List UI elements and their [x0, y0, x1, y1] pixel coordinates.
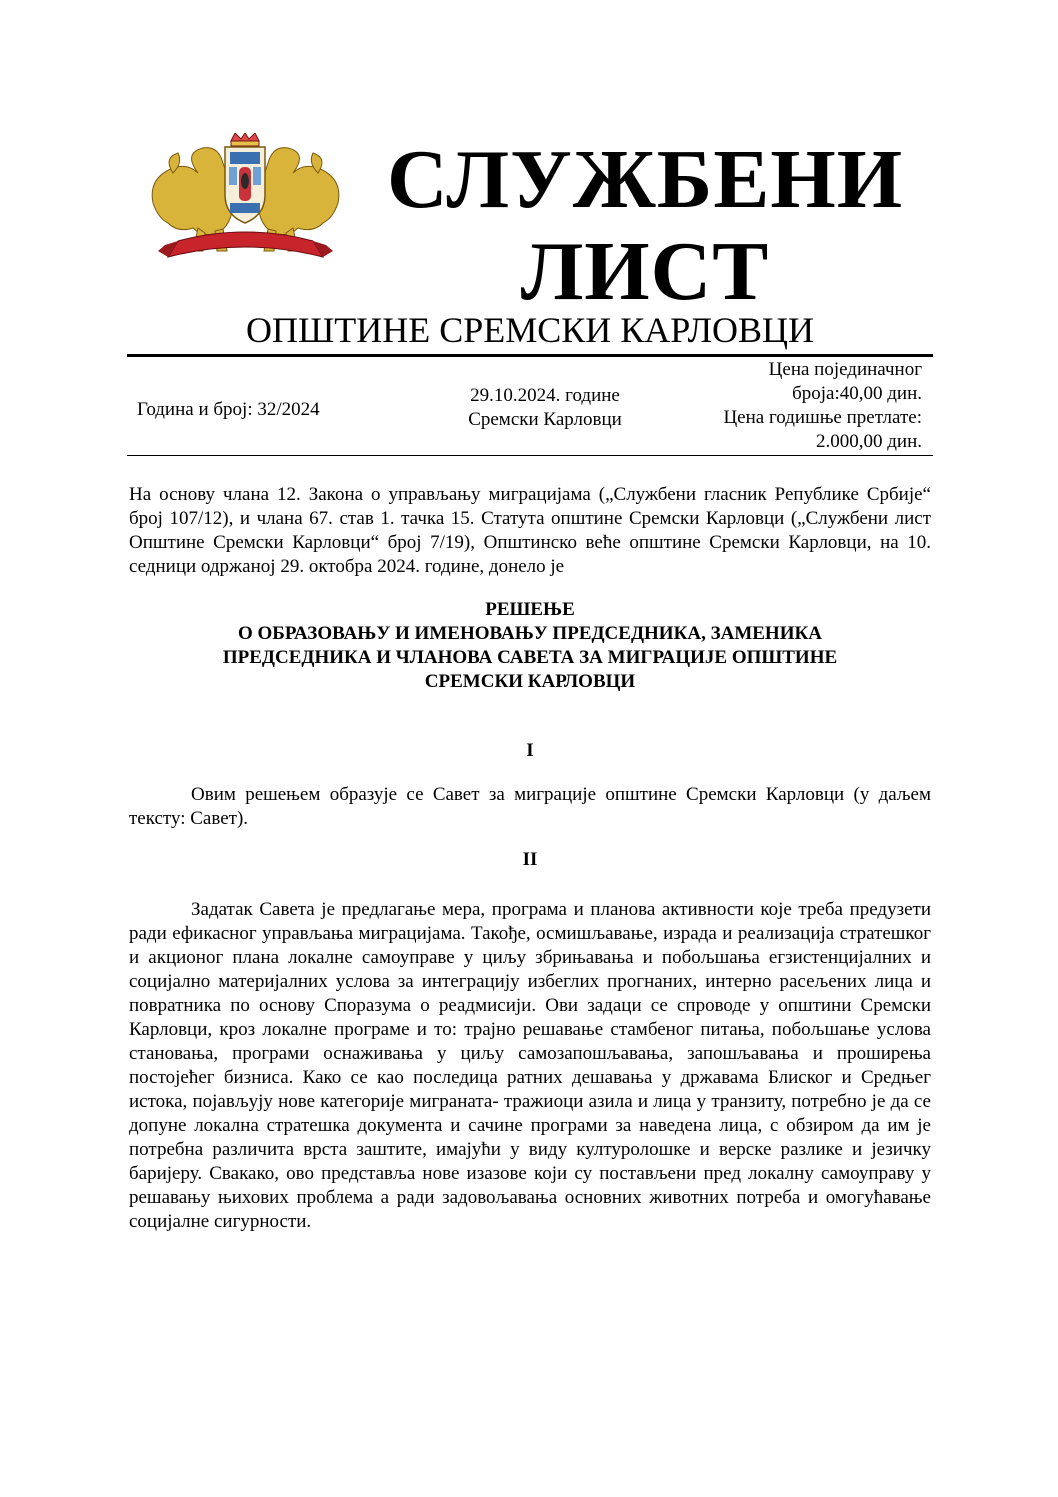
section-1-paragraph: Овим решењем образује се Савет за миграције општине Сремски Карловци (у даљем тексту: Савет).: [129, 784, 931, 829]
price-single-line2: броја:40,00 дин.: [792, 383, 922, 404]
masthead-title-line2: ЛИСТ: [520, 225, 770, 318]
issue-date: 29.10.2024. године: [470, 385, 620, 406]
issue-prices: [660, 358, 922, 454]
masthead-subtitle: ОПШТИНЕ СРЕМСКИ КАРЛОВЦИ: [245, 310, 815, 350]
decision-title: [129, 598, 931, 694]
crown: [231, 133, 259, 146]
header-divider-thick: [127, 354, 933, 357]
decision-title-line1: РЕШЕЊЕ: [485, 599, 575, 620]
decision-title-line4: СРЕМСКИ КАРЛОВЦИ: [424, 671, 636, 692]
price-annual-line1: Цена годишње претлате:: [723, 407, 922, 428]
shield: [225, 147, 265, 223]
price-annual-line2: 2.000,00 дин.: [815, 431, 922, 452]
issue-place: Сремски Карловци: [468, 409, 622, 430]
preamble-paragraph: На основу члана 12. Закона о управљању миграцијама („Службени гласник Републике Србије“ број 107/12), и члана 67. став 1. тачка 15. Статута општине Сремски Карловци („Службени лист Општине Сремски Карловци“ број 7/19), Општинско веће општине Сремски Карловци, на 10. седници одржаној 29. октобра 2024. године, донело је: [129, 484, 931, 577]
header-divider-thin: [127, 455, 933, 456]
price-single-line1: Цена појединачног: [768, 359, 922, 380]
issue-number: Година и број: 32/2024: [137, 399, 320, 420]
decision-title-line2: О ОБРАЗОВАЊУ И ИМЕНОВАЊУ ПРЕДСЕДНИКА, ЗАМЕНИКА: [238, 623, 822, 644]
issue-date-place: [400, 384, 690, 432]
section-2-paragraph: Задатак Савета је предлагање мера, програма и планова активности које треба предузети ради ефикасног управљања миграцијама. Такође, осмишљавање, израда и реализација стратешког и акционог плана локалне самоуправе у циљу збрињавања и побољшања егзистенцијалних и социјално материјалних услова за интеграцију избеглих прогнаних, интерно расељених лица и повратника по основу Споразума о реадмисији. Ови задаци се спроводе у општини Сремски Карловци, кроз локалне програме и то: трајно решавање стамбеног питања, побољшање услова становања, програми оснаживања у циљу самозапошљавања, запошљавања и проширења постојећег бизниса. Како се као последица ратних дешавања у државама Блиског и Средњег истока, појављују нове категорије миграната- тражиоци азила и лица у транзиту, потребно је да се допуне локална стратешка документа и сачине програми за наведена лица, с обзиром да им је потребна различита врста заштите, имајући у виду културолошке и верске разлике и језичку баријеру. Свакако, ово представља нове изазове који су постављени пред локалну самоуправу у решавању њихових проблема а ради задовољавања основних животних потреба и омогућавање социјалне сигурности.: [129, 899, 931, 1232]
decision-title-line3: ПРЕДСЕДНИКА И ЧЛАНОВА САВЕТА ЗА МИГРАЦИЈЕ ОПШТИНЕ: [222, 647, 838, 668]
section-number-2: II: [522, 849, 538, 870]
section-number-1: I: [526, 740, 534, 761]
masthead-title-line1: СЛУЖБЕНИ: [386, 133, 904, 226]
coat-of-arms-emblem: [143, 133, 348, 268]
ribbon: [158, 232, 333, 257]
